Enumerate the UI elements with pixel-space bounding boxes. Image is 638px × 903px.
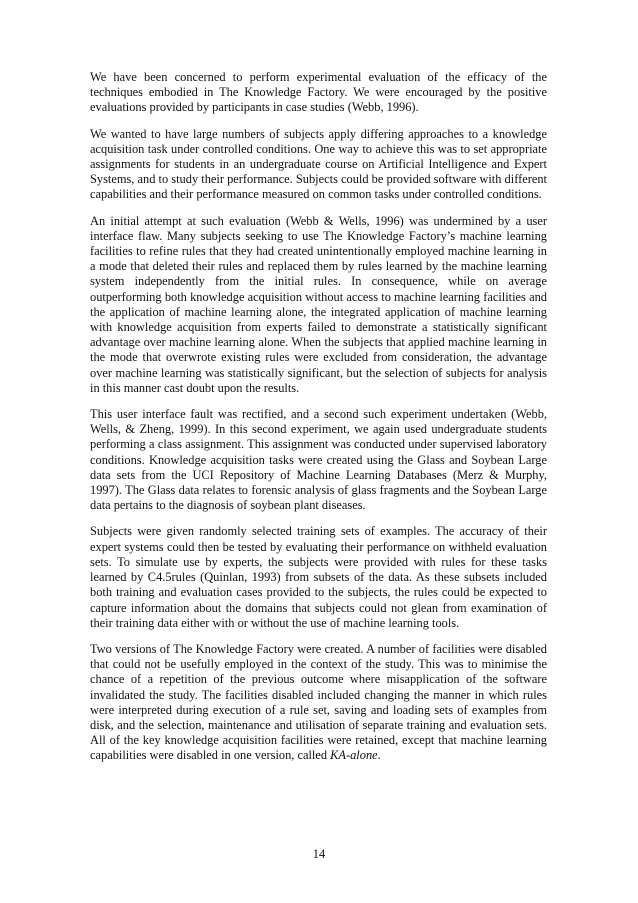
page-number: 14: [312, 847, 326, 861]
paragraph-6: [90, 642, 547, 764]
paragraph-1: We have been concerned to perform experimental evaluation of the efficacy of the techniques embodied in The Knowledge Factory. We were encouraged by the positive evaluations provided by participants in case studies (Webb, 1996).: [90, 70, 547, 115]
document-page: [90, 70, 547, 775]
ka-alone-term: KA-alone: [330, 748, 378, 763]
paragraph-4: This user interface fault was rectified, and a second such experiment undertaken (Webb, Wells, & Zheng, 1999). In this second experiment, we again used undergraduate students performing a class assignment. This assignment was conducted under supervised laboratory conditions. Knowledge acquisition tasks were created using the Glass and Soybean Large data sets from the UCI Repository of Machine Learning Databases (Merz & Murphy, 1997). The Glass data relates to forensic analysis of glass fragments and the Soybean Large data pertains to the diagnosis of soybean plant diseases.: [90, 407, 547, 513]
paragraph-6-end: .: [377, 748, 381, 763]
paragraph-2: We wanted to have large numbers of subjects apply differing approaches to a knowledge acquisition task under controlled conditions. One way to achieve this was to set appropriate assignments for students in an undergraduate course on Artificial Intelligence and Expert Systems, and to study their performance. Subjects could be provided software with different capabilities and their performance measured on common tasks under controlled conditions.: [90, 126, 547, 202]
paragraph-5: Subjects were given randomly selected training sets of examples. The accuracy of their expert systems could then be tested by evaluating their performance on withheld evaluation sets. To simulate use by experts, the subjects were provided with rules for these tasks learned by C4.5rules (Quinlan, 1993) from subsets of the data. As these subsets included both training and evaluation cases provided to the subjects, the rules could be expected to capture information about the domains that subjects could not glean from examination of their training data either with or without the use of machine learning tools.: [90, 524, 547, 630]
paragraph-6-text: Two versions of The Knowledge Factory were created. A number of facilities were disabled that could not be usefully employed in the context of the study. This was to minimise the chance of a repetition of the previous outcome where misapplication of the software invalidated the study. The facilities disabled included changing the manner in which rules were interpreted during execution of a rule set, saving and loading sets of examples from disk, and the selection, maintenance and utilisation of separate training and evaluation sets. All of the key knowledge acquisition facilities were retained, except that machine learning capabilities were disabled in one version, called: [90, 641, 547, 763]
paragraph-3: An initial attempt at such evaluation (Webb & Wells, 1996) was undermined by a user interface flaw. Many subjects seeking to use The Knowledge Factory’s machine learning facilities to refine rules that they had created unintentionally employed machine learning in a mode that deleted their rules and replaced them by rules learned by the machine learning system independently from the initial rules. In consequence, while on average outperforming both knowledge acquisition without access to machine learning facilities and the application of machine learning alone, the integrated application of machine learning with knowledge acquisition from experts failed to demonstrate a statistically significant advantage over machine learning alone. When the subjects that applied machine learning in the mode that overwrote existing rules were excluded from consideration, the advantage over machine learning was statistically significant, but the selection of subjects for analysis in this manner cast doubt upon the results.: [90, 213, 547, 395]
